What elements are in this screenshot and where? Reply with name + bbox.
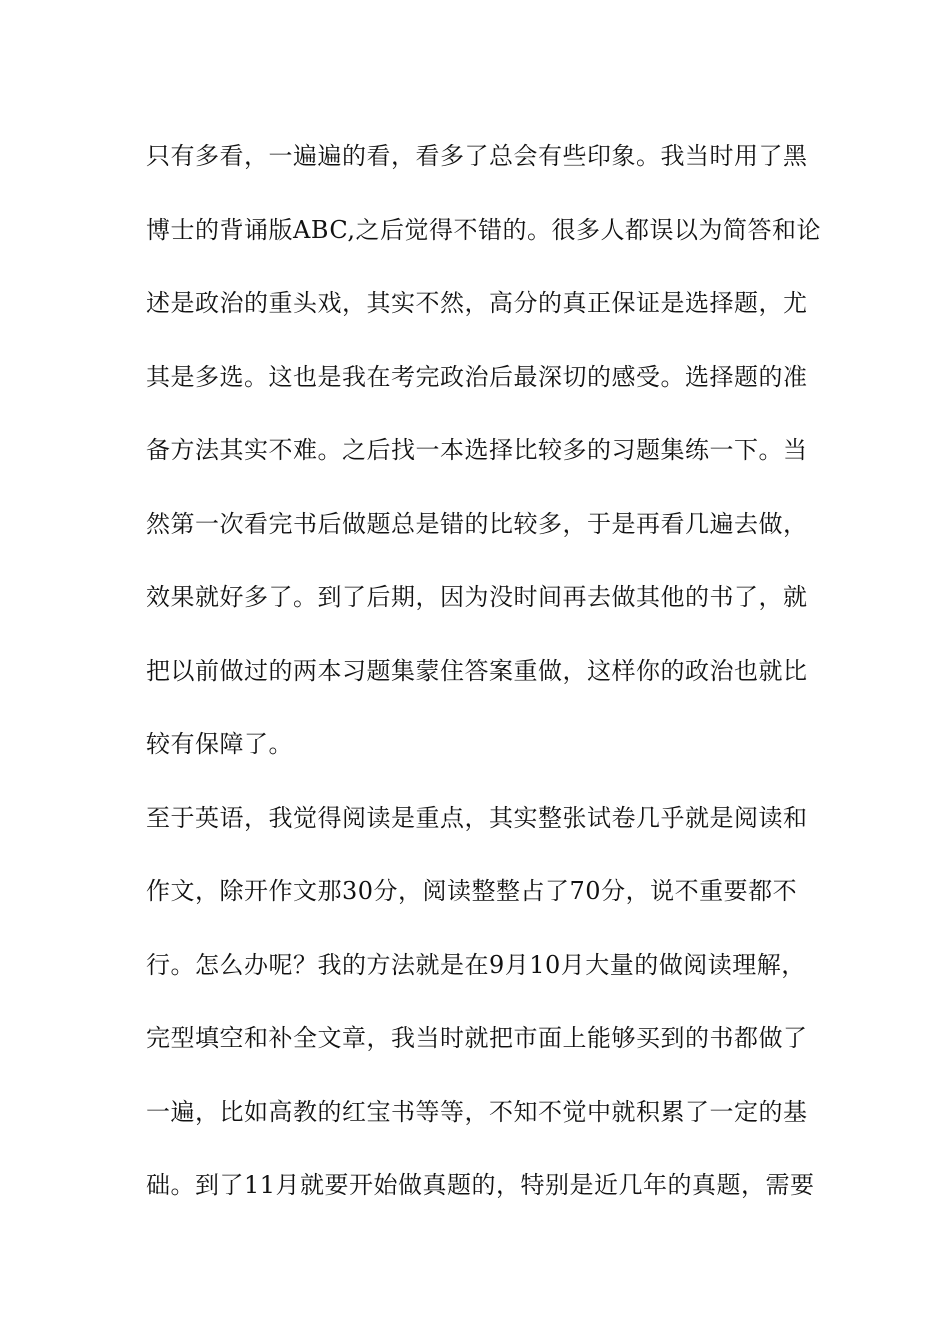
body-text [146,134,822,1237]
text-line: 至于英语，我觉得阅读是重点，其实整张试卷几乎就是阅读和 [146,803,808,832]
text-line: 作文，除开作文那30分，阅读整整占了70分，说不重要都不 [146,877,798,905]
text-line: 把以前做过的两本习题集蒙住答案重做，这样你的政治也就比 [146,656,808,685]
text-line: 备方法其实不难。之后找一本选择比较多的习题集练一下。当 [146,436,808,464]
text-line: 效果就好多了。到了后期，因为没时间再去做其他的书了，就 [146,583,808,611]
text-line: 础。到了11月就要开始做真题的，特别是近几年的真题，需要 [146,1171,815,1199]
text-line: 其是多选。这也是我在考完政治后最深切的感受。选择题的准 [146,362,808,391]
text-line: 博士的背诵版ABC,之后觉得不错的。很多人都误以为简答和论 [146,215,822,244]
text-line: 较有保障了。 [146,730,293,758]
text-line: 只有多看，一遍遍的看，看多了总会有些印象。我当时用了黑 [146,142,808,170]
text-line: 然第一次看完书后做题总是错的比较多，于是再看几遍去做， [146,509,808,538]
text-line: 述是政治的重头戏，其实不然，高分的真正保证是选择题，尤 [146,289,808,317]
text-line: 完型填空和补全文章，我当时就把市面上能够买到的书都做了 [146,1024,808,1052]
text-line: 一遍，比如高教的红宝书等等，不知不觉中就积累了一定的基 [146,1097,808,1126]
text-line: 行。怎么办呢？我的方法就是在9月10月大量的做阅读理解， [146,950,806,979]
